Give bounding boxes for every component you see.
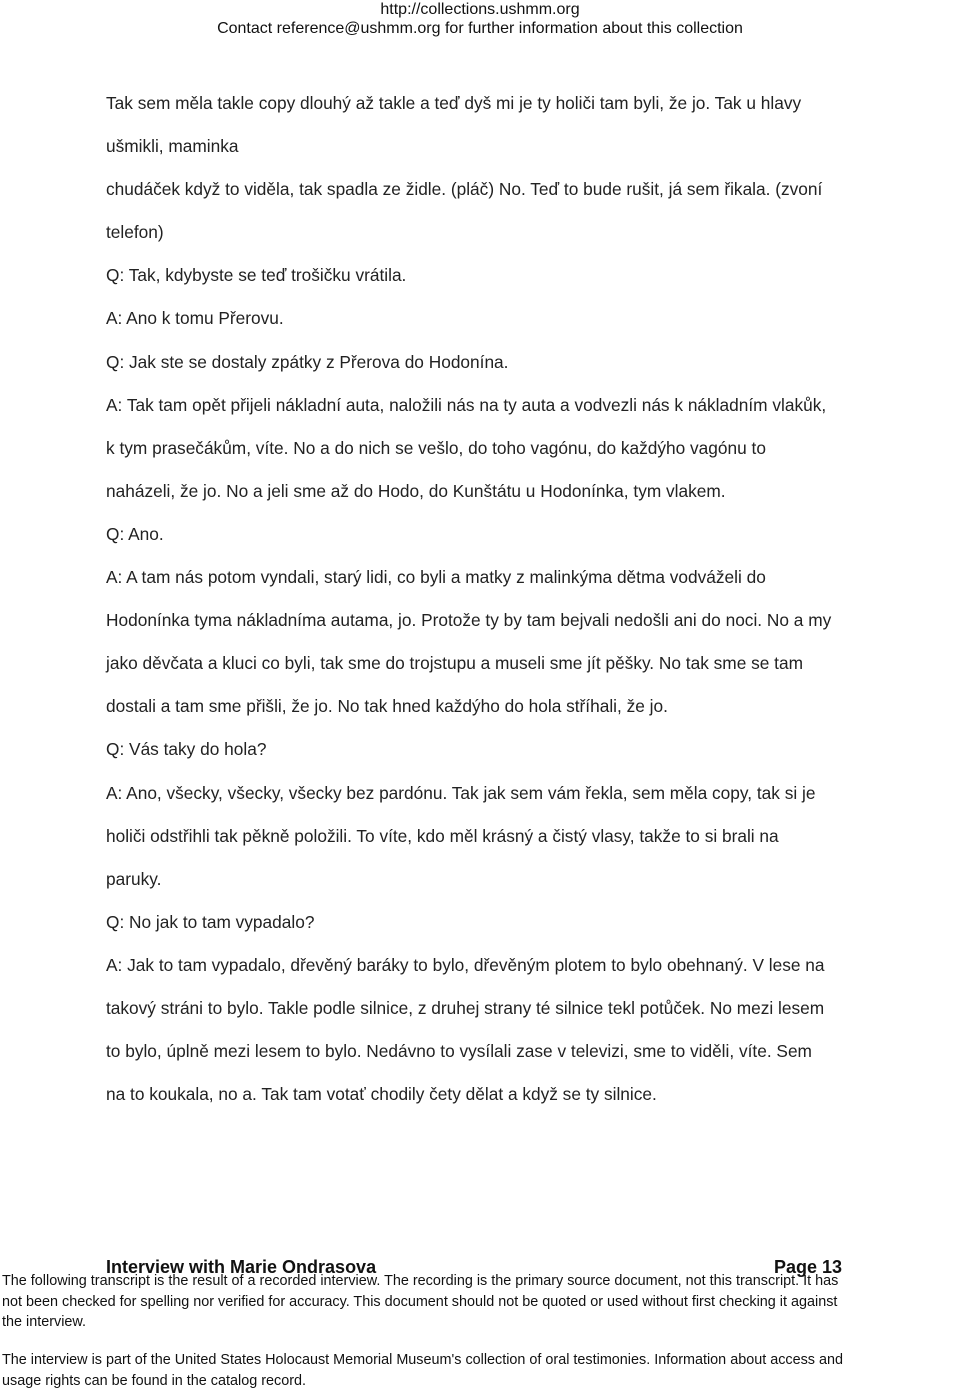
transcript-line: Q: No jak to tam vypadalo? (106, 911, 315, 932)
collection-notice (2, 1350, 958, 1391)
transcript-line: A: Ano, všecky, všecky, všecky bez pardónu. Tak jak sem vám řekla, sem měla copy, tak si je (106, 782, 816, 803)
collection-line: usage rights can be found in the catalog record. (2, 1372, 307, 1389)
disclaimer-line: not been checked for spelling nor verified for accuracy. This document should not be quoted or used without first checking it against (2, 1293, 838, 1310)
transcript-line: A: Ano k tomu Přerovu. (106, 308, 284, 329)
transcript-line: chudáček když to viděla, tak spadla ze židle. (pláč) No. Teď to bude rušit, já sem řikala. (zvoní (106, 179, 823, 200)
transcript-line: telefon) (106, 222, 164, 243)
transcript-line: ušmikli, maminka (106, 136, 239, 157)
transcript-body (106, 82, 906, 1116)
transcript-line: to bylo, úplně mezi lesem to bylo. Nedávno to vysílali zase v televizi, sme to viděli, víte. Sem (106, 1041, 812, 1062)
page-number: Page 13 (773, 1257, 842, 1277)
transcript-line: Q: Ano. (106, 523, 164, 544)
transcript-line: Hodonínka tyma nákladníma autama, jo. Protože ty by tam bejvali nedošli ani do noci. No a my (106, 610, 832, 631)
transcript-line: A: A tam nás potom vyndali, starý lidi, co byli a matky z malinkýma dětma vodváželi do (106, 567, 766, 588)
transcript-line: A: Jak to tam vypadalo, dřevěný baráky to bylo, dřevěným plotem to bylo obehnaný. V lese na (106, 954, 825, 975)
transcript-line: Q: Tak, kdybyste se teď trošičku vrátila. (106, 265, 407, 286)
transcript-line: Q: Vás taky do hola? (106, 739, 267, 760)
transcript-line: paruky. (106, 868, 162, 889)
transcript-line: holiči odstřihli tak pěkně položili. To víte, kdo měl krásný a čistý vlasy, takže to si brali na (106, 825, 779, 846)
page-header (0, 0, 960, 38)
transcript-line: naházeli, že jo. No a jeli sme až do Hodo, do Kunštátu u Hodonínka, tym vlakem. (106, 480, 726, 501)
transcript-line: Tak sem měla takle copy dlouhý až takle a teď dyš mi je ty holiči tam byli, že jo. Tak u hlavy (106, 93, 802, 113)
disclaimer-line: The following transcript is the result of a recorded interview. The recording is the primary source document, not this transcript. It has (2, 1273, 839, 1289)
contact-line: Contact reference@ushmm.org for further information about this collection (217, 20, 743, 37)
transcript-line: Q: Jak ste se dostaly zpátky z Přerova do Hodonína. (106, 351, 509, 372)
transcript-line: k tym prasečákům, víte. No a do nich se vešlo, do toho vagónu, do každýho vagónu to (106, 437, 766, 458)
transcript-line: jako děvčata a kluci co byli, tak sme do trojstupu a museli sme jít pěšky. No tak sme se tam (106, 653, 803, 674)
collection-line: The interview is part of the United States Holocaust Memorial Museum's collection of oral testimonies. Information about access and (2, 1352, 843, 1368)
collection-url[interactable]: http://collections.ushmm.org (380, 1, 580, 18)
transcript-disclaimer (2, 1271, 958, 1333)
transcript-line: takový stráni to bylo. Takle podle silnice, z druhej strany té silnice tekl potůček. No mezi lesem (106, 997, 825, 1018)
transcript-line: A: Tak tam opět přijeli nákladní auta, naložili nás na ty auta a vodvezli nás k nákladním vlakůk, (106, 394, 827, 415)
transcript-line: na to koukala, no a. Tak tam votať chodily čety dělat a když se ty silnice. (106, 1084, 657, 1105)
disclaimer-line: the interview. (2, 1314, 86, 1330)
interview-title: Interview with Marie Ondrasova (106, 1257, 377, 1277)
transcript-line: dostali a tam sme přišli, že jo. No tak hned každýho do hola stříhali, že jo. (106, 696, 668, 717)
